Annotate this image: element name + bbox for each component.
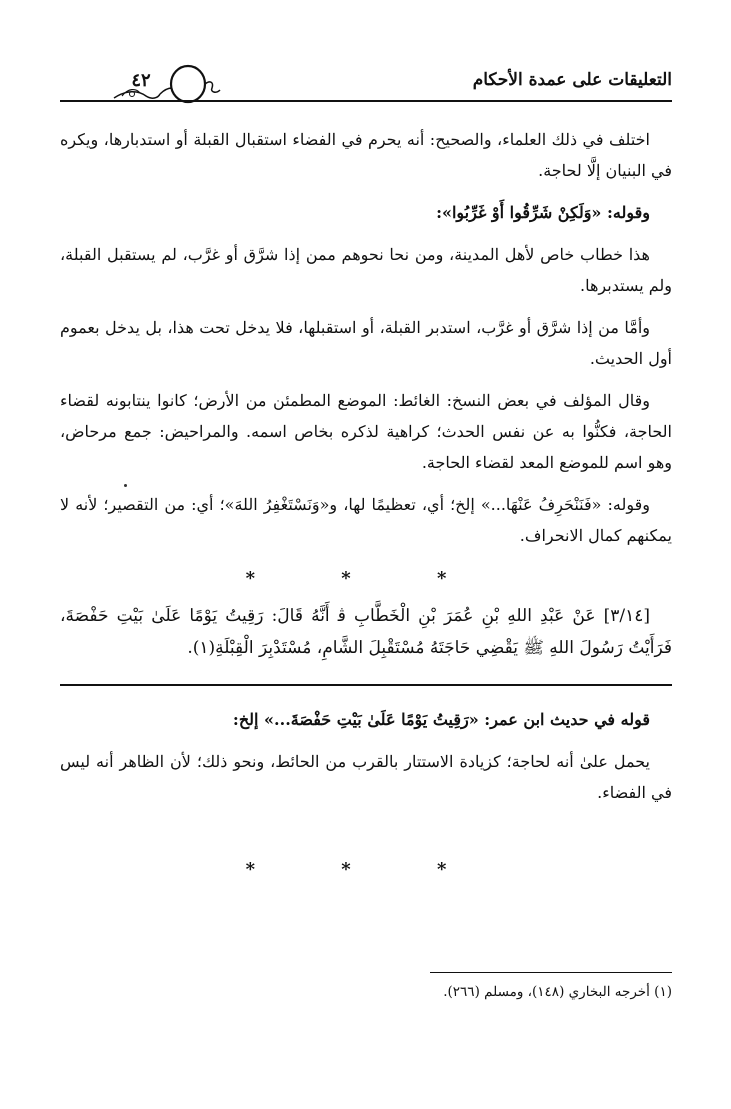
section-separator-stars: * * * [245, 568, 487, 589]
hadith-text: [٣/١٤] عَنْ عَبْدِ اللهِ بْنِ عُمَرَ بْنِ الْخَطَّابِ ﭬ أَنَّهُ قَالَ: رَقِيتُ يَوْمًا عَلَىٰ بَيْتِ حَفْصَةَ، فَرَأَيْتُ رَسُولَ اللهِ ﷺ يَقْضِي حَاجَتَهُ مُسْتَقْبِلَ الشَّامِ، مُسْتَدْبِرَ الْقِبْلَةِ(١). [60, 606, 672, 658]
section-separator-stars-2: * * * [245, 859, 487, 880]
footnote-rule [430, 972, 672, 973]
running-title: التعليقات على عمدة الأحكام [472, 70, 672, 90]
main-text [60, 124, 672, 891]
page-header [60, 64, 672, 110]
commentary-paragraph: يحمل علىٰ أنه لحاجة؛ كزيادة الاستتار بالقرب من الحائط، ونحو ذلك؛ لأن الظاهر أنه ليس في الفضاء. [60, 752, 672, 802]
paragraph-6: وقوله: «فَنَنْحَرِفُ عَنْهَا...» إلخ؛ أي، تعظيمًا لها، و«وَنَسْتَغْفِرُ اللهَ»؛ أي: من التقصير؛ لأنه لا يمكنهم كمال الانحراف. [60, 495, 672, 545]
stray-mark [124, 484, 127, 487]
paragraph-5: وقال المؤلف في بعض النسخ: الغائط: الموضع المطمئن من الأرض؛ كانوا ينتابونه لقضاء الحاجة، فكنُّوا به عن نفس الحدث؛ كراهية لذكره بخاص اسمه. والمراحيض: جمع مرحاض، وهو اسم للموضع المعد لقضاء الحاجة. [60, 391, 672, 472]
page-number: ٤٢ [131, 70, 151, 91]
commentary-heading: قوله في حديث ابن عمر: «رَقِيتُ يَوْمًا عَلَىٰ بَيْتِ حَفْصَةَ...» إلخ: [232, 710, 650, 729]
paragraph-4: وأمَّا من إذا شرَّق أو غرَّب، استدبر القبلة، أو استقبلها، فلا يدخل تحت هذا، بل يدخل بعموم أول الحديث. [60, 318, 672, 368]
paragraph-2-quote-heading: وقوله: «وَلَكِنْ شَرِّقُوا أَوْ غَرِّبُوا»: [436, 203, 650, 222]
footnote: (١) أخرجه البخاري (١٤٨)، ومسلم (٢٦٦). [443, 984, 672, 1000]
hadith-separator-rule [60, 684, 672, 686]
paragraph-3: هذا خطاب خاص لأهل المدينة، ومن نحا نحوهم ممن إذا شرَّق أو غرَّب، لم يستقبل القبلة، ولم يستدبرها. [60, 245, 672, 295]
header-rule [60, 100, 672, 102]
paragraph-1: اختلف في ذلك العلماء، والصحيح: أنه يحرم في الفضاء استقبال القبلة أو استدبارها، ويكره في البنيان إلَّا لحاجة. [60, 130, 672, 180]
